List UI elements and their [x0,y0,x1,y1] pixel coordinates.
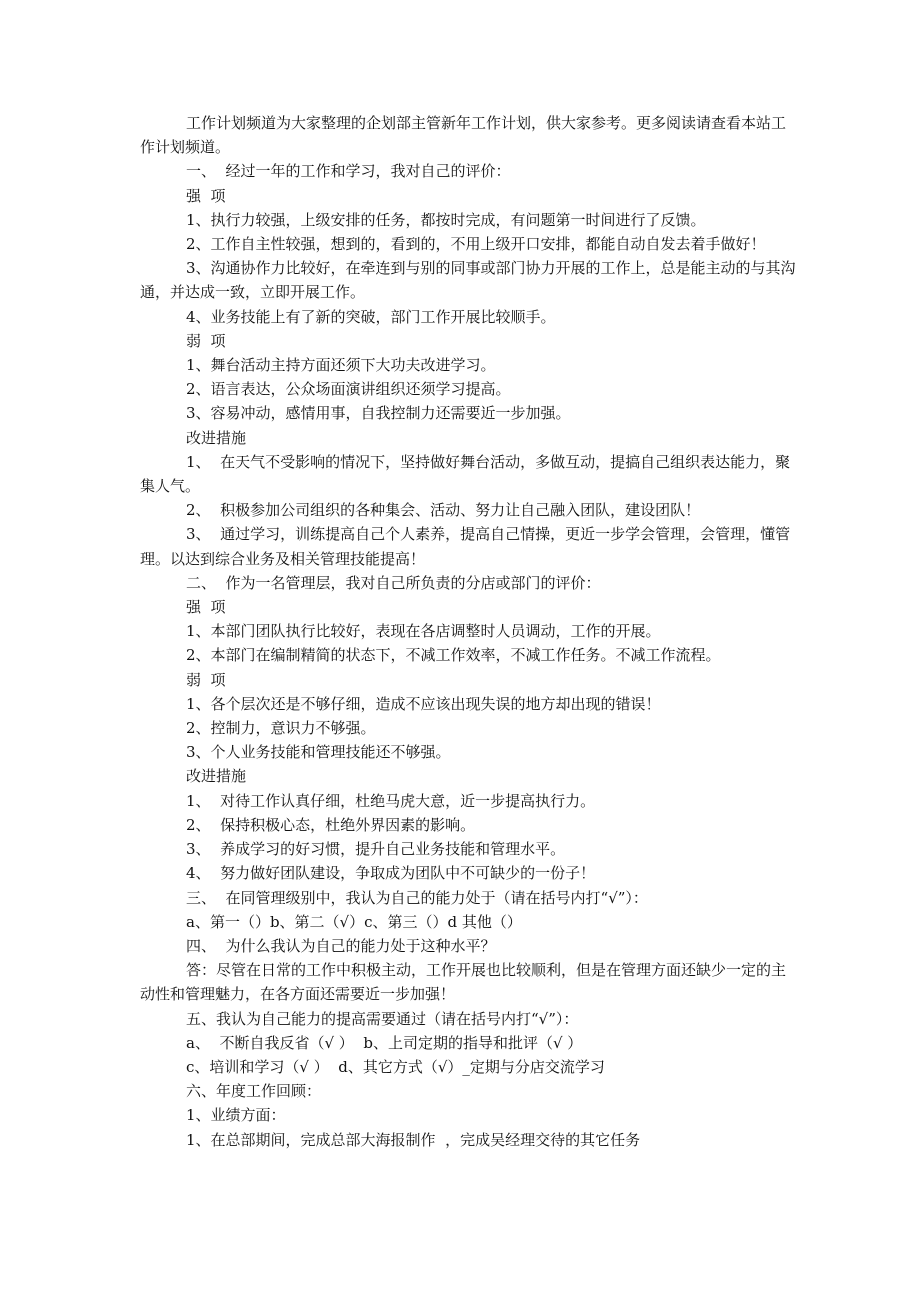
section-2-heading: 二、 作为一名管理层，我对自己所负责的分店或部门的评价： [186,573,601,592]
section-3-heading: 三、 在同管理级别中，我认为自己的能力处于（请在括号内打“√”）： [186,888,648,907]
section-5-heading: 五、我认为自己能力的提高需要通过（请在括号内打“√”）： [186,1009,579,1028]
list-item: 2、语言表达，公众场面演讲组织还须学习提高。 [186,380,511,399]
list-item: 4、 努力做好团队建设，争取成为团队中不可缺少的一份子！ [186,864,596,883]
list-item: 3、个人业务技能和管理技能还不够强。 [186,743,451,762]
list-item: 1、各个层次还是不够仔细，造成不应该出现失误的地方却出现的错误！ [186,694,661,713]
list-item: 2、本部门在编制精简的状态下，不减工作效率，不减工作任务。不减工作流程。 [186,646,721,665]
improvements-heading: 改进措施 [186,767,247,786]
answer-paragraph: 答：尽管在日常的工作中积极主动，工作开展也比较顺利，但是在管理方面还缺少一定的主动性和管理魅力，在各方面还需要近一步加强！ [140,961,787,1004]
improvement-choice-line: a、 不断自我反省（√ ） b、上司定期的指导和批评（√ ） [186,1033,583,1052]
list-item: 1、舞台活动主持方面还须下大功夫改进学习。 [186,356,496,375]
improvement-choice-line: c、培训和学习（√ ） d、其它方式（√）_定期与分店交流学习 [186,1057,605,1076]
list-item: 1、 对待工作认真仔细，杜绝马虎大意，近一步提高执行力。 [186,791,596,810]
list-item: 2、 积极参加公司组织的各种集会、活动、努力让自己融入团队，建设团队！ [186,501,701,520]
strengths-heading: 强 项 [186,186,226,205]
list-item: 3、 养成学习的好习惯，提升自己业务技能和管理水平。 [186,840,566,859]
list-item: 2、控制力，意识力不够强。 [186,719,376,738]
intro-paragraph: 工作计划频道为大家整理的企划部主管新年工作计划，供大家参考。更多阅读请查看本站工作计划频道。 [140,114,787,157]
improvements-heading: 改进措施 [186,428,247,447]
section-6-heading: 六、年度工作回顾： [186,1082,322,1101]
strengths-heading: 强 项 [186,598,226,617]
ability-choice-line: a、第一（）b、第二（√）c、第三（）d 其他（） [186,912,522,931]
list-item: 2、工作自主性较强，想到的，看到的，不用上级开口安排，都能自动自发去着手做好！ [186,235,766,254]
list-item: 4、业务技能上有了新的突破，部门工作开展比较顺手。 [186,307,556,326]
list-item: 3、容易冲动，感情用事，自我控制力还需要近一步加强。 [186,404,571,423]
document-body [140,111,800,1152]
list-item: 3、 通过学习，训练提高自己个人素养，提高自己情操，更近一步学会管理，会管理，懂管理。以达到综合业务及相关管理技能提高！ [140,525,791,568]
list-item: 1、 在天气不受影响的情况下，坚持做好舞台活动，多做互动，提搞自己组织表达能力，聚集人气。 [140,452,791,496]
section-1-heading: 一、 经过一年的工作和学习，我对自己的评价： [186,162,511,181]
weaknesses-heading: 弱 项 [186,670,226,689]
list-item: 3、沟通协作力比较好，在牵连到与别的同事或部门协力开展的工作上，总是能主动的与其沟通，并达成一致，立即开展工作。 [140,259,796,302]
section-4-heading: 四、 为什么我认为自己的能力处于这种水平？ [186,936,496,955]
weaknesses-heading: 弱 项 [186,331,226,350]
list-item: 1、在总部期间，完成总部大海报制作 ，完成吴经理交待的其它任务 [186,1130,641,1149]
performance-heading: 1、业绩方面： [186,1106,286,1125]
list-item: 2、 保持积极心态，杜绝外界因素的影响。 [186,815,476,834]
list-item: 1、本部门团队执行比较好，表现在各店调整时人员调动，工作的开展。 [186,622,661,641]
list-item: 1、执行力较强，上级安排的任务，都按时完成，有问题第一时间进行了反馈。 [186,210,706,229]
